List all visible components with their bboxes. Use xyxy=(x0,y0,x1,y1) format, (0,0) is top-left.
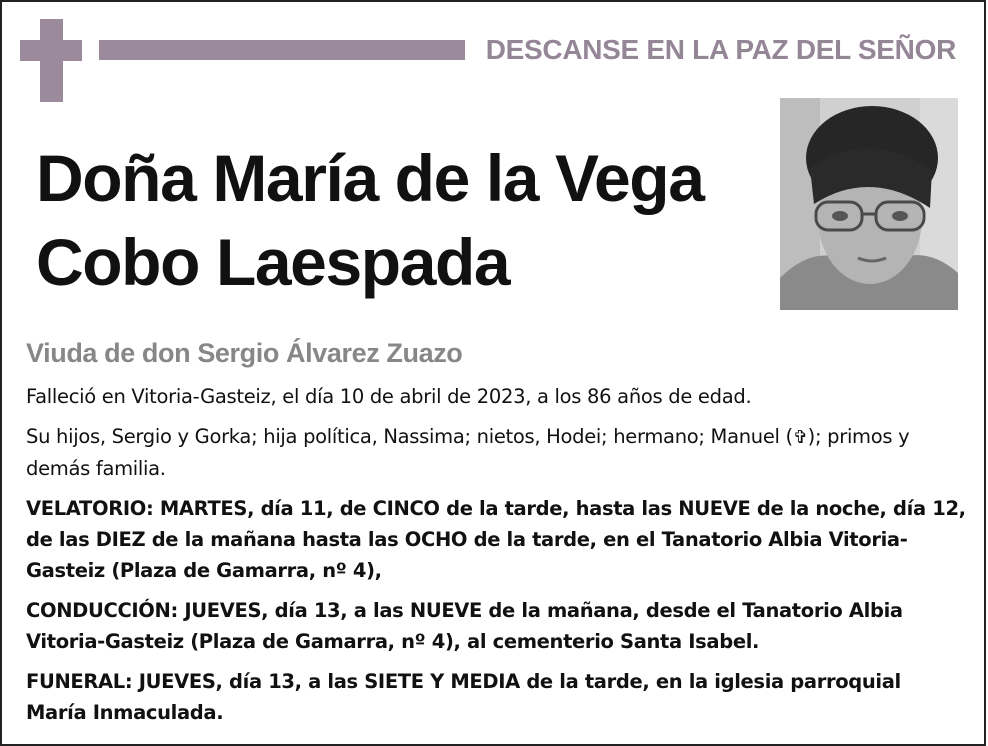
death-notice: Falleció en Vitoria-Gasteiz, el día 10 de abril de 2023, a los 86 años de edad. xyxy=(26,385,752,408)
family-text-start: Su hijos, Sergio y Gorka; hija política, Nassima; nietos, Hodei; hermano; Manuel ( xyxy=(26,425,793,448)
procession-info: CONDUCCIÓN: JUEVES, día 13, a las NUEVE de la mañana, desde el Tanatorio Albia Vitoria-Gasteiz (Plaza de Gamarra, nº 4), al cementerio Santa Isabel. xyxy=(26,599,903,653)
name-line-2: Cobo Laespada xyxy=(36,225,510,299)
obituary-body xyxy=(26,381,966,737)
family-text-end: ); primos y demás familia. xyxy=(26,425,910,480)
portrait-photo xyxy=(780,98,958,310)
motto: DESCANSE EN LA PAZ DEL SEÑOR xyxy=(485,34,956,65)
small-cross-icon: ✞ xyxy=(792,427,808,448)
wake-info: VELATORIO: MARTES, día 11, de CINCO de la tarde, hasta las NUEVE de la noche, día 12, de las DIEZ de la mañana hasta las OCHO de la tarde, en el Tanatorio Albia Vitoria-Gasteiz (Plaza de Gamarra, nº 4), xyxy=(26,497,966,582)
deceased-name xyxy=(36,136,776,304)
family-list xyxy=(26,421,966,484)
header-bar xyxy=(99,40,465,60)
funeral-info: FUNERAL: JUEVES, día 13, a las SIETE Y MEDIA de la tarde, en la iglesia parroquial María Inmaculada. xyxy=(26,670,901,724)
widow-line: Viuda de don Sergio Álvarez Zuazo xyxy=(26,338,463,368)
name-line-1: Doña María de la Vega xyxy=(36,141,704,215)
cross-icon-arm xyxy=(20,40,82,61)
portrait-image xyxy=(780,98,958,310)
